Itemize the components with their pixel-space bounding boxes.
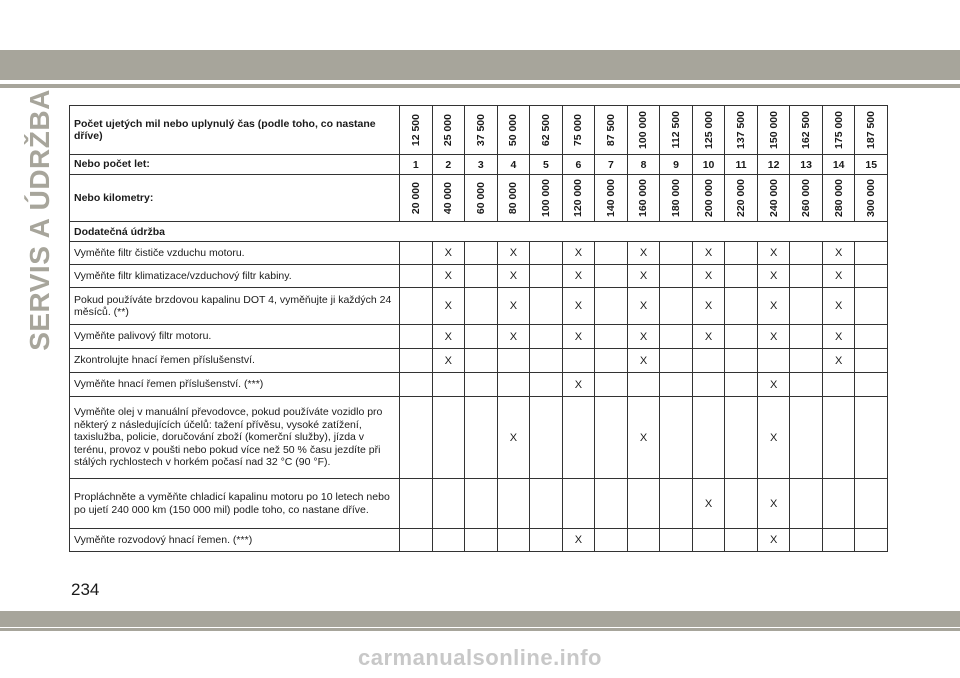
service-mark [855, 242, 888, 265]
km-header-row-value: 80 000 [507, 181, 520, 215]
service-mark [627, 529, 660, 552]
year-cell: 10 [692, 155, 725, 175]
km-header-row-value: 260 000 [800, 179, 813, 217]
service-mark [432, 397, 465, 479]
service-mark [432, 373, 465, 397]
service-mark [400, 325, 433, 349]
service-mark: X [627, 397, 660, 479]
service-mark: X [497, 288, 530, 325]
section-row [70, 222, 888, 242]
year-cell: 2 [432, 155, 465, 175]
year-cell: 11 [725, 155, 758, 175]
km-header-row-value: 200 000 [702, 179, 715, 217]
service-mark: X [562, 242, 595, 265]
service-mark [595, 479, 628, 529]
service-mark: X [692, 242, 725, 265]
year-cell: 9 [660, 155, 693, 175]
miles-header-row-cell [497, 106, 530, 155]
maintenance-row [70, 479, 888, 529]
service-mark [530, 288, 563, 325]
service-mark [595, 288, 628, 325]
service-mark: X [627, 265, 660, 288]
service-mark: X [562, 373, 595, 397]
miles-header-row-value: 175 000 [832, 111, 845, 149]
service-mark [530, 325, 563, 349]
service-mark: X [757, 325, 790, 349]
service-mark [855, 397, 888, 479]
service-mark: X [757, 529, 790, 552]
page-number: 234 [71, 580, 100, 599]
header-band [0, 50, 960, 80]
service-mark: X [822, 349, 855, 373]
year-cell: 7 [595, 155, 628, 175]
maintenance-task: Vyměňte rozvodový hnací řemen. (***) [70, 529, 400, 552]
service-mark [627, 373, 660, 397]
miles-header-row-value: 187 500 [865, 111, 878, 149]
service-mark: X [497, 325, 530, 349]
km-header-row-cell [530, 175, 563, 222]
service-mark [530, 265, 563, 288]
year-cell: 8 [627, 155, 660, 175]
service-mark [530, 397, 563, 479]
service-mark [725, 397, 758, 479]
maintenance-row [70, 265, 888, 288]
service-mark [530, 479, 563, 529]
service-mark [562, 397, 595, 479]
maintenance-row [70, 373, 888, 397]
maintenance-row [70, 349, 888, 373]
miles-header-row-value: 162 500 [800, 111, 813, 149]
km-header-row [70, 175, 888, 222]
service-mark [465, 349, 498, 373]
km-header-row-cell [725, 175, 758, 222]
miles-header-row-cell [465, 106, 498, 155]
miles-header-row-value: 62 500 [539, 113, 552, 147]
year-cell: 6 [562, 155, 595, 175]
service-mark [465, 529, 498, 552]
service-mark [855, 373, 888, 397]
km-header-row-cell [660, 175, 693, 222]
service-mark [465, 325, 498, 349]
service-mark: X [822, 242, 855, 265]
service-mark [562, 349, 595, 373]
maintenance-row [70, 325, 888, 349]
service-mark [497, 349, 530, 373]
service-mark: X [757, 242, 790, 265]
service-mark [855, 265, 888, 288]
service-mark: X [692, 479, 725, 529]
km-header-row-cell [562, 175, 595, 222]
header-rule [0, 84, 960, 88]
service-mark [790, 265, 823, 288]
service-mark: X [497, 265, 530, 288]
miles-header-row-cell [757, 106, 790, 155]
year-cell: 14 [822, 155, 855, 175]
service-mark: X [497, 242, 530, 265]
service-mark: X [497, 397, 530, 479]
km-header-row-value: 180 000 [670, 179, 683, 217]
service-mark: X [757, 373, 790, 397]
maintenance-row [70, 397, 888, 479]
maintenance-task: Zkontrolujte hnací řemen příslušenství. [70, 349, 400, 373]
km-header-row-cell [595, 175, 628, 222]
km-header-row-value: 60 000 [474, 181, 487, 215]
service-mark [855, 325, 888, 349]
service-mark: X [627, 288, 660, 325]
maintenance-task: Vyměňte hnací řemen příslušenství. (***) [70, 373, 400, 397]
km-header-row-value: 40 000 [442, 181, 455, 215]
year-cell: 3 [465, 155, 498, 175]
footer-band [0, 611, 960, 627]
service-mark [790, 479, 823, 529]
service-mark [432, 479, 465, 529]
service-mark [790, 325, 823, 349]
miles-header-row-cell [562, 106, 595, 155]
service-mark [855, 349, 888, 373]
service-mark [465, 288, 498, 325]
service-mark [822, 529, 855, 552]
service-mark [660, 349, 693, 373]
service-mark [595, 373, 628, 397]
miles-header-row-value: 112 500 [670, 111, 683, 149]
maintenance-task: Propláchněte a vyměňte chladicí kapalinu motoru po 10 letech nebo po ujetí 240 000 km (150 000 mil) podle toho, co nastane dříve. [70, 479, 400, 529]
service-mark: X [432, 265, 465, 288]
km-header-row-cell [692, 175, 725, 222]
service-mark [660, 529, 693, 552]
service-mark [465, 397, 498, 479]
service-mark: X [627, 325, 660, 349]
miles-header-row-cell [660, 106, 693, 155]
service-mark [757, 349, 790, 373]
service-mark: X [822, 265, 855, 288]
km-header-row-cell [400, 175, 433, 222]
service-mark: X [822, 325, 855, 349]
miles-header-row-cell [627, 106, 660, 155]
service-mark: X [692, 265, 725, 288]
year-cell: 15 [855, 155, 888, 175]
service-mark [660, 265, 693, 288]
service-mark [530, 529, 563, 552]
footer-rule [0, 628, 960, 631]
miles-header-row-value: 75 000 [572, 113, 585, 147]
service-mark [400, 349, 433, 373]
service-mark: X [822, 288, 855, 325]
service-mark [790, 373, 823, 397]
miles-header-row-value: 87 500 [604, 113, 617, 147]
service-mark [822, 373, 855, 397]
maintenance-task: Vyměňte olej v manuální převodovce, pokud používáte vozidlo pro některý z následujících účelů: tažení přívěsu, vysoké zatížení, taxislužba, policie, doručování zboží (komerční služby), jízda v terénu, provoz v poušti nebo pokud více než 50 % času jezdíte při stálých rychlostech v horkém počasí nad 32 °C (90 °F). [70, 397, 400, 479]
year-cell: 12 [757, 155, 790, 175]
service-mark [497, 529, 530, 552]
service-mark [725, 529, 758, 552]
service-mark [400, 529, 433, 552]
service-mark [790, 242, 823, 265]
year-cell: 4 [497, 155, 530, 175]
side-title-text: SERVIS A ÚDRŽBA [24, 89, 55, 351]
service-mark [725, 242, 758, 265]
service-mark: X [692, 288, 725, 325]
service-mark [530, 373, 563, 397]
miles-header-row-value: 12 500 [409, 113, 422, 147]
years-header-row-label: Nebo počet let: [70, 155, 400, 175]
miles-header-row-cell [822, 106, 855, 155]
service-mark [660, 325, 693, 349]
service-mark [855, 479, 888, 529]
service-mark: X [757, 397, 790, 479]
miles-header-row-value: 100 000 [637, 111, 650, 149]
service-mark [790, 288, 823, 325]
service-mark: X [757, 479, 790, 529]
km-header-row-cell [497, 175, 530, 222]
service-mark: X [757, 265, 790, 288]
watermark: carmanualsonline.info [358, 645, 602, 670]
service-mark [692, 529, 725, 552]
service-mark [855, 288, 888, 325]
service-mark: X [627, 242, 660, 265]
miles-header-row-cell [692, 106, 725, 155]
service-mark [400, 373, 433, 397]
miles-header-row-value: 25 000 [442, 113, 455, 147]
service-mark: X [562, 288, 595, 325]
service-mark [790, 349, 823, 373]
miles-header-row-cell [725, 106, 758, 155]
km-header-row-cell [790, 175, 823, 222]
side-section-title [17, 89, 63, 351]
service-mark [660, 373, 693, 397]
service-mark [465, 373, 498, 397]
service-mark [530, 349, 563, 373]
km-header-row-cell [855, 175, 888, 222]
maintenance-task: Vyměňte filtr klimatizace/vzduchový filtr kabiny. [70, 265, 400, 288]
miles-header-row [70, 106, 888, 155]
service-mark [432, 529, 465, 552]
service-mark: X [562, 265, 595, 288]
km-header-row-cell [822, 175, 855, 222]
year-cell: 13 [790, 155, 823, 175]
service-mark [595, 529, 628, 552]
miles-header-row-cell [530, 106, 563, 155]
service-mark: X [692, 325, 725, 349]
miles-header-row-value: 137 500 [735, 111, 748, 149]
maintenance-schedule-table [69, 105, 888, 552]
miles-header-row-cell [432, 106, 465, 155]
service-mark: X [562, 529, 595, 552]
service-mark [562, 479, 595, 529]
miles-header-row-cell [790, 106, 823, 155]
service-mark [595, 242, 628, 265]
service-mark [725, 265, 758, 288]
service-mark [660, 288, 693, 325]
service-mark: X [432, 349, 465, 373]
service-mark [497, 373, 530, 397]
service-mark [400, 479, 433, 529]
service-mark [692, 373, 725, 397]
service-mark [595, 325, 628, 349]
service-mark [465, 479, 498, 529]
km-header-row-value: 100 000 [539, 179, 552, 217]
year-cell: 1 [400, 155, 433, 175]
km-header-row-cell [465, 175, 498, 222]
km-header-row-value: 280 000 [832, 179, 845, 217]
miles-header-row-cell [400, 106, 433, 155]
service-mark [465, 242, 498, 265]
service-mark: X [627, 349, 660, 373]
service-mark: X [562, 325, 595, 349]
km-header-row-cell [432, 175, 465, 222]
service-mark: X [432, 325, 465, 349]
miles-header-row-value: 37 500 [474, 113, 487, 147]
service-mark [692, 349, 725, 373]
miles-header-row-label: Počet ujetých mil nebo uplynulý čas (podle toho, co nastane dříve) [70, 106, 400, 155]
maintenance-row [70, 529, 888, 552]
service-mark [855, 529, 888, 552]
km-header-row-value: 140 000 [604, 179, 617, 217]
service-mark [725, 479, 758, 529]
km-header-row-label: Nebo kilometry: [70, 175, 400, 222]
top-margin [0, 0, 960, 50]
miles-header-row-value: 125 000 [702, 111, 715, 149]
service-mark [400, 397, 433, 479]
miles-header-row-value: 50 000 [507, 113, 520, 147]
km-header-row-cell [627, 175, 660, 222]
service-mark [822, 479, 855, 529]
service-mark [790, 529, 823, 552]
section-label: Dodatečná údržba [70, 222, 888, 242]
service-mark: X [757, 288, 790, 325]
service-mark [790, 397, 823, 479]
maintenance-task: Vyměňte palivový filtr motoru. [70, 325, 400, 349]
km-header-row-value: 240 000 [767, 179, 780, 217]
service-mark [692, 397, 725, 479]
service-mark: X [432, 288, 465, 325]
service-mark [400, 288, 433, 325]
service-mark [497, 479, 530, 529]
service-mark [627, 479, 660, 529]
service-mark [465, 265, 498, 288]
service-mark [725, 288, 758, 325]
service-mark [400, 242, 433, 265]
service-mark [595, 349, 628, 373]
service-mark [822, 397, 855, 479]
service-mark [595, 397, 628, 479]
years-header-row [70, 155, 888, 175]
km-header-row-value: 160 000 [637, 179, 650, 217]
service-mark: X [432, 242, 465, 265]
km-header-row-value: 300 000 [865, 179, 878, 217]
km-header-row-cell [757, 175, 790, 222]
miles-header-row-cell [595, 106, 628, 155]
year-cell: 5 [530, 155, 563, 175]
miles-header-row-cell [855, 106, 888, 155]
maintenance-task: Vyměňte filtr čističe vzduchu motoru. [70, 242, 400, 265]
miles-header-row-value: 150 000 [767, 111, 780, 149]
service-mark [725, 349, 758, 373]
maintenance-task: Pokud používáte brzdovou kapalinu DOT 4, vyměňujte ji každých 24 měsíců. (**) [70, 288, 400, 325]
service-mark [660, 479, 693, 529]
km-header-row-value: 120 000 [572, 179, 585, 217]
service-mark [660, 242, 693, 265]
maintenance-row [70, 288, 888, 325]
service-mark [725, 373, 758, 397]
maintenance-row [70, 242, 888, 265]
service-mark [660, 397, 693, 479]
km-header-row-value: 220 000 [735, 179, 748, 217]
km-header-row-value: 20 000 [409, 181, 422, 215]
service-mark [725, 325, 758, 349]
service-mark [400, 265, 433, 288]
service-mark [595, 265, 628, 288]
service-mark [530, 242, 563, 265]
